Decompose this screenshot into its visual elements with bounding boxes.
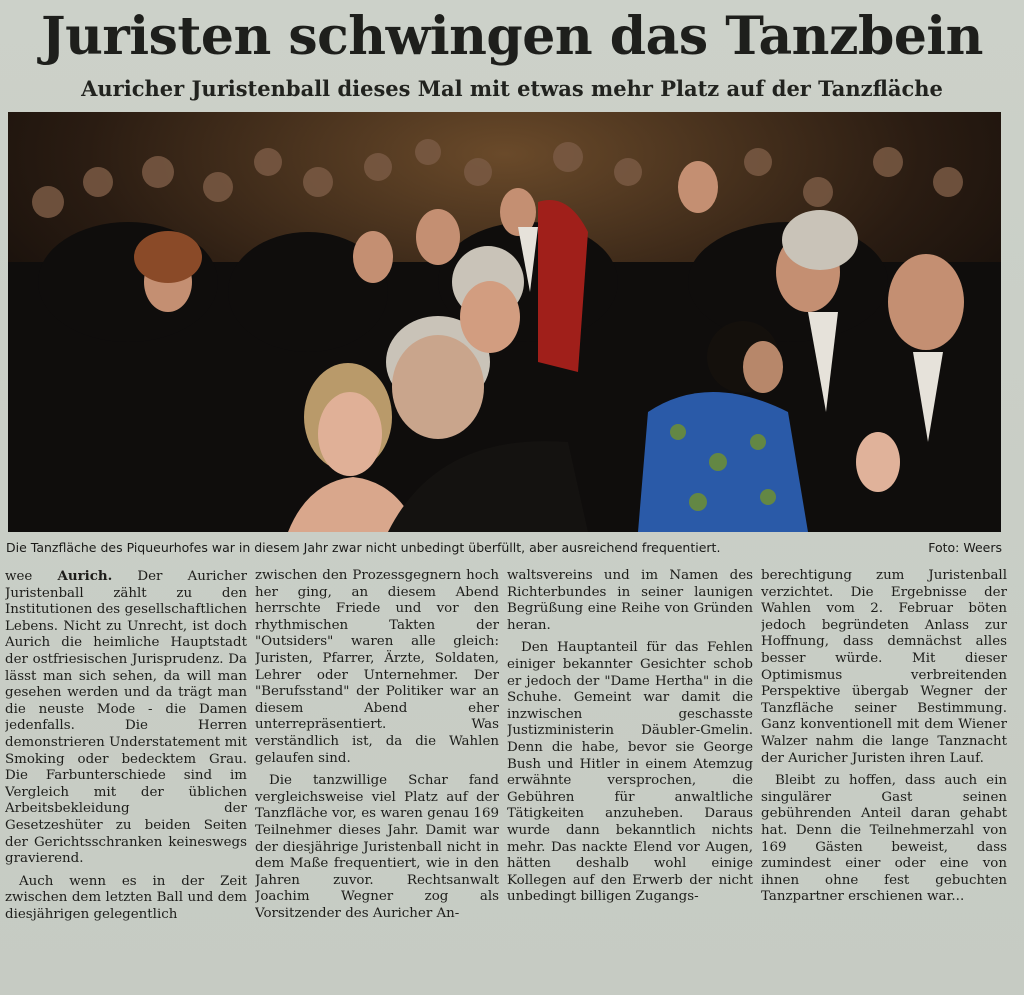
headline: Juristen schwingen das Tanzbein — [41, 6, 983, 67]
paragraph: zwischen den Prozessgegnern hoch her ging, an diesem Abend herrschte Friede und vor den rhythmischen Takten der "Outsiders" waren alle gleich: Juristen, Pfarrer, Ärzte, Soldaten, Lehrer oder Unternehmer. Der "Berufsstand" der Politiker war an diesem Abend eher unterrepräsentiert. Was verständlich ist, da die Wahlen gelaufen sind. — [255, 568, 499, 766]
article-column-4 — [761, 568, 1007, 988]
author-initials: wee — [5, 569, 58, 584]
article-column-1 — [5, 568, 247, 988]
photo-caption-row — [6, 540, 1002, 555]
photo-illustration — [8, 112, 1001, 532]
paragraph: Den Hauptanteil für das Fehlen einiger bekannter Gesichter schob er jedoch der "Dame Hertha" in die Schuhe. Gemeint war damit die inzwischen geschasste Justizministerin Däubler-Gmelin. Denn die habe, bevor sie George Bush und Hitler in einem Atemzug erwähnte versprochen, die Gebühren für anwaltliche Tätigkeiten anzuheben. Daraus wurde dann bekanntlich nichts mehr. Das nackte Elend vor Augen, hätten deshalb wohl einige Kollegen auf den Erwerb der nicht unbedingt billigen Zugangs- — [507, 640, 753, 905]
article-column-2 — [255, 568, 499, 988]
paragraph: Der Auricher Juristenball zählt zu den Institutionen des gesellschaftlichen Lebens. Nicht zu Unrecht, ist doch Aurich die heimliche Hauptstadt der ostfriesischen Jurisprudenz. Da lässt man sich sehen, da will man gesehen werden und da trägt man die neuste Mode - die Damen jedenfalls. Die Herren demonstrieren Understatement mit Smoking oder bedecktem Grau. Die Farbunterschiede sind im Vergleich mit der üblichen Arbeitsbekleidung der Gesetzeshüter zu beiden Seiten der Gerichtsschranken keineswegs gravierend. — [5, 569, 247, 867]
photo-caption: Die Tanzfläche des Piqueurhofes war in diesem Jahr zwar nicht unbedingt überfüllt, aber ausreichend frequentiert. — [6, 540, 721, 555]
paragraph: waltsvereins und im Namen des Richterbundes in seiner launigen Begrüßung eine Reihe von Gründen heran. — [507, 568, 753, 633]
paragraph: Bleibt zu hoffen, dass auch ein singulärer Gast seinen gebührenden Anteil daran gehabt hat. Denn die Teilnehmerzahl von 169 Gästen beweist, dass zumindest einer oder eine von ihnen ohne fest gebuchten Tanzpartner erschienen war... — [761, 773, 1007, 905]
article-column-3 — [507, 568, 753, 988]
photo-credit: Foto: Weers — [928, 540, 1002, 555]
article-body — [5, 568, 1005, 988]
dance-floor-photo — [8, 112, 1001, 532]
paragraph: Auch wenn es in der Zeit zwischen dem letzten Ball und dem diesjährigen gelegentlich — [5, 873, 247, 922]
paragraph: Die tanzwillige Schar fand vergleichsweise viel Platz auf der Tanzfläche vor, es waren genau 169 Teilnehmer dieses Jahr. Damit war der diesjährige Juristenball nicht in dem Maße frequentiert, wie in den Jahren zuvor. Rechtsanwalt Joachim Wegner zog als Vorsitzender des Auricher An- — [255, 773, 499, 921]
subheadline: Auricher Juristenball dieses Mal mit etwas mehr Platz auf der Tanzfläche — [81, 76, 943, 101]
dateline: Aurich. — [57, 568, 113, 584]
paragraph: berechtigung zum Juristenball verzichtet. Die Ergebnisse der Wahlen vom 2. Februar böten jedoch begründeten Anlass zur Hoffnung, dass demnächst alles besser würde. Mit dieser Optimismus verbreitenden Perspektive übergab Wegner der Tanzfläche seiner Bestimmung. Ganz konventionell mit dem Wiener Walzer nahm die lange Tanznacht der Auricher Juristen ihren Lauf. — [761, 568, 1007, 766]
